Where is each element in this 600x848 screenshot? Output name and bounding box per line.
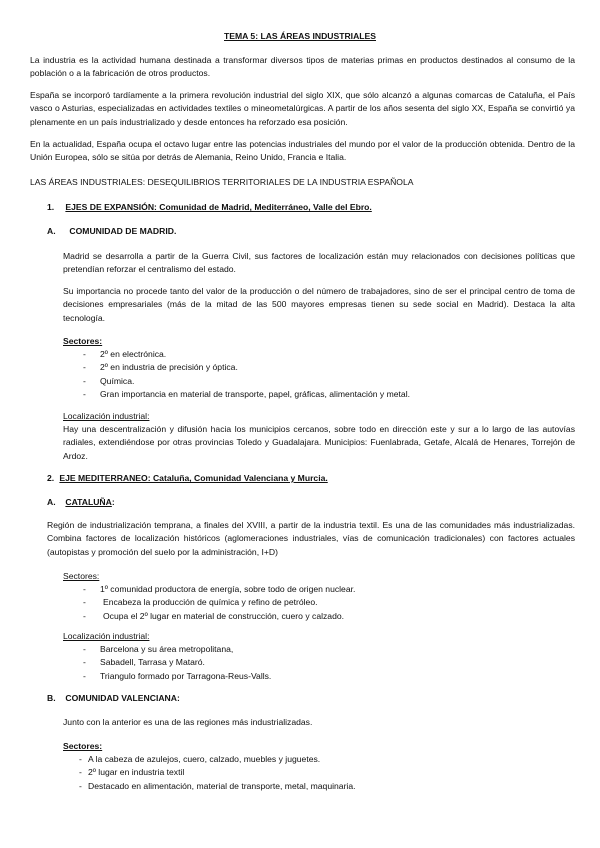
list-item: - 2º en industria de precisión y óptica. (83, 361, 410, 374)
section-title: LAS ÁREAS INDUSTRIALES: DESEQUILIBRIOS TERRITORIALES DE LA INDUSTRIA ESPAÑOLA (30, 177, 414, 187)
madrid-paragraph-2: Su importancia no procede tanto del valor de la producción o del número de trabajadores, sino de ser el principal centro de toma de decisiones empresariales (más de la mitad de las 500 mayores empresas tienen su sede social en Madrid). Destaca la alta tecnología. (63, 286, 575, 323)
valenciana-heading (47, 692, 180, 705)
list-item: - 2º lugar en industria textil (79, 766, 356, 779)
list-item: - Sabadell, Tarrasa y Mataró. (83, 656, 271, 669)
eje1-title: EJES DE EXPANSIÓN: Comunidad de Madrid, Mediterráneo, Valle del Ebro. (65, 202, 372, 212)
cataluna-localizacion-list (83, 643, 271, 683)
bullet-dash: - (83, 644, 86, 654)
list-item: - 1º comunidad productora de energía, sobre todo de origen nuclear. (83, 583, 355, 596)
madrid-title: COMUNIDAD DE MADRID. (69, 226, 177, 236)
eje1-number: 1. (47, 202, 55, 212)
eje2-number: 2. (47, 473, 55, 483)
bullet-dash: - (79, 780, 82, 791)
list-item: - Encabeza la producción de química y refino de petróleo. (83, 596, 355, 609)
bullet-dash: - (83, 670, 86, 681)
bullet-dash: - (83, 584, 86, 594)
cataluna-paragraph-1: Región de industrialización temprana, a finales del XVIII, a partir de la industria textil. Es una de las comunidades más industrializadas. Combina factores de localización históricos (aglomeraciones industriales, vías de comunicación tradicionales) con factores actuales (autopistas y promoción del suelo por la administración, I+D) (47, 520, 575, 557)
valenciana-sectores-label: Sectores: (63, 741, 103, 751)
intro-paragraph-1: La industria es la actividad humana destinada a transformar diversos tipos de materias primas en productos destinados al consumo de la población o a la fabricación de otros productos. (30, 55, 575, 79)
document-title: TEMA 5: LAS ÁREAS INDUSTRIALES (224, 31, 376, 41)
eje1-heading (47, 201, 372, 214)
list-item: - Gran importancia en material de transporte, papel, gráficas, alimentación y metal. (83, 388, 410, 401)
cataluna-letter: A. (47, 497, 56, 507)
madrid-localizacion-text: Hay una descentralización y difusión hacia los municipios cercanos, sobre todo en dirección este y sur a lo largo de las autovías radiales, extendiéndose por otras provincias Toledo y Guadalajara. Municipios: Fuenlabrada, Getafe, Alcalá de Henares, Torrejón de Ardoz. (63, 424, 575, 461)
bullet-dash: - (79, 754, 82, 764)
valenciana-letter: B. (47, 693, 56, 703)
madrid-sectores-label: Sectores: (63, 336, 103, 346)
list-item: - 2º en electrónica. (83, 348, 410, 361)
valenciana-title: COMUNIDAD VALENCIANA: (65, 693, 180, 703)
cataluna-title-colon: : (111, 497, 115, 507)
bullet-dash: - (83, 375, 86, 386)
eje2-heading (47, 472, 328, 485)
madrid-paragraph-1: Madrid se desarrolla a partir de la Guerra Civil, sus factores de localización están muy relacionados con decisiones políticas que pretendían reforzar el centralismo del estado. (63, 251, 575, 275)
bullet-dash: - (83, 597, 86, 608)
list-item: - Ocupa el 2º lugar en material de construcción, cuero y calzado. (83, 610, 355, 623)
list-item: - Destacado en alimentación, material de transporte, metal, maquinaria. (79, 780, 356, 793)
bullet-dash: - (83, 389, 86, 400)
intro-paragraph-3: En la actualidad, España ocupa el octavo lugar entre las potencias industriales del mundo por el valor de la producción obtenida. Dentro de la Unión Europea, sólo se sitúa por detrás de Alemania, Reino Unido, Francia e Italia. (30, 139, 575, 163)
bullet-dash: - (83, 610, 86, 621)
cataluna-heading (47, 496, 115, 509)
intro-paragraph-2: España se incorporó tardíamente a la primera revolución industrial del siglo XIX, que sólo alcanzó a algunas comarcas de Cataluña, el País vasco o Asturias, especializadas en actividades textiles o mineometalúrgicas. A partir de los años sesenta del siglo XX, España se convirtió ya plenamente en un país industrializado y desde entonces ha reforzado esa posición. (30, 90, 575, 127)
madrid-sectores-list (83, 348, 410, 402)
eje2-title: EJE MEDITERRANEO: Cataluña, Comunidad Valenciana y Murcia. (59, 473, 328, 483)
valenciana-sectores-list (79, 753, 356, 793)
bullet-dash: - (83, 657, 86, 668)
madrid-heading (47, 225, 176, 238)
bullet-dash: - (79, 767, 82, 778)
bullet-dash: - (83, 362, 86, 373)
cataluna-localizacion-label: Localización industrial: (63, 631, 150, 641)
cataluna-title: CATALUÑA (65, 497, 112, 507)
valenciana-paragraph-1: Junto con la anterior es una de las regiones más industrializadas. (63, 717, 313, 727)
cataluna-sectores-label: Sectores: (63, 571, 100, 581)
list-item: - Barcelona y su área metropolitana, (83, 643, 271, 656)
cataluna-sectores-list (83, 583, 355, 623)
madrid-letter: A. (47, 226, 56, 236)
madrid-localizacion-label: Localización industrial: (63, 411, 150, 421)
list-item: - Triangulo formado por Tarragona-Reus-Valls. (83, 670, 271, 683)
list-item: - A la cabeza de azulejos, cuero, calzado, muebles y juguetes. (79, 753, 356, 766)
bullet-dash: - (83, 349, 86, 359)
list-item: - Química. (83, 375, 410, 388)
